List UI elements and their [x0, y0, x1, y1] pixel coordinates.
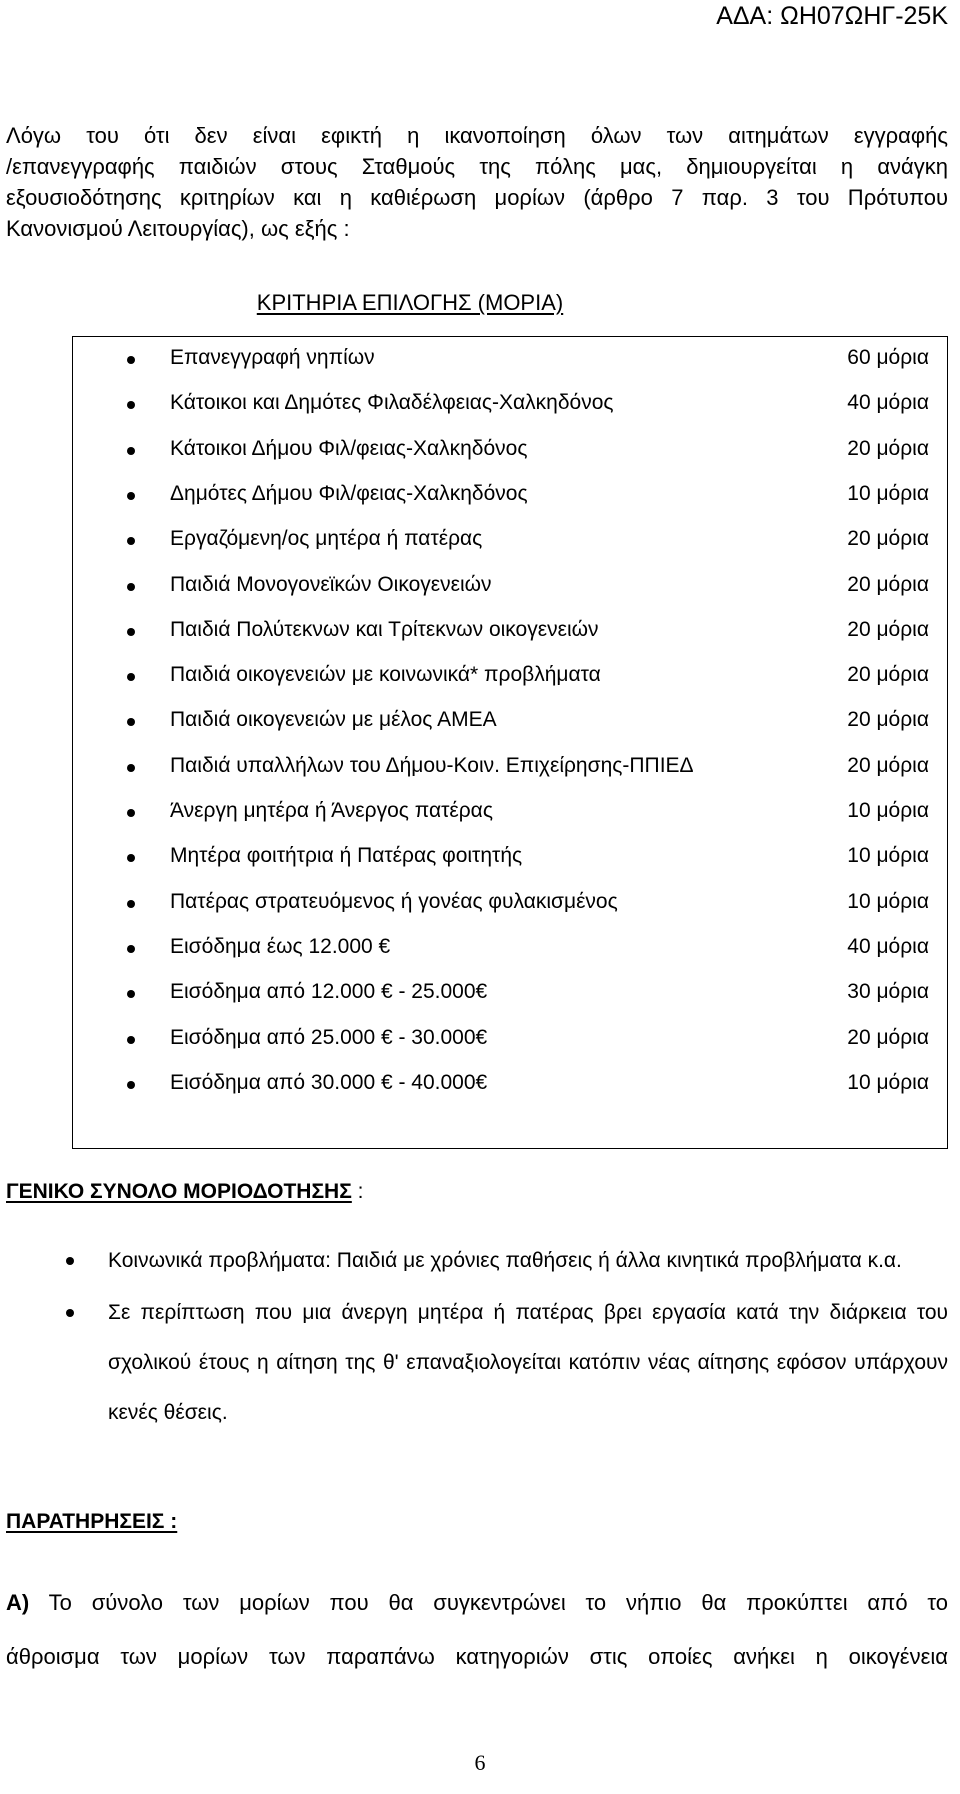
intro-line: εξουσιοδότησης κριτηρίων και η καθιέρωση μορίων (άρθρο 7 παρ. 3 του Πρότυπου [6, 185, 948, 210]
criteria-row [73, 1021, 947, 1067]
bullet-icon [127, 447, 135, 455]
bullet-icon [127, 900, 135, 908]
criteria-label: Εισόδημα από 25.000 € - 30.000€ [170, 1025, 488, 1049]
criteria-row [73, 522, 947, 568]
criteria-points: 30 μόρια [847, 980, 929, 1004]
bullet-icon [127, 764, 135, 772]
criteria-points: 20 μόρια [847, 663, 929, 687]
criteria-label: Πατέρας στρατευόμενος ή γονέας φυλακισμένος [170, 889, 618, 913]
criteria-points: 20 μόρια [847, 1025, 929, 1049]
criteria-label: Εργαζόμενη/ος μητέρα ή πατέρας [170, 527, 483, 551]
bullet-icon [127, 1081, 135, 1089]
note-item [6, 1236, 948, 1286]
criteria-points: 20 μόρια [847, 572, 929, 596]
criteria-row [73, 975, 947, 1021]
bullet-icon [127, 583, 135, 591]
bullet-icon [127, 401, 135, 409]
intro-line: Κανονισμού Λειτουργίας), ως εξής : [6, 216, 350, 241]
criteria-row [73, 885, 947, 931]
total-suffix: : [351, 1180, 364, 1203]
note-text: Κοινωνικά προβλήματα: Παιδιά με χρόνιες παθήσεις ή άλλα κινητικά προβλήματα κ.α. [108, 1249, 902, 1272]
remarks-paragraph [6, 1576, 948, 1684]
criteria-points: 20 μόρια [847, 617, 929, 641]
criteria-row [73, 477, 947, 523]
bullet-icon [127, 854, 135, 862]
criteria-row [73, 930, 947, 976]
remarks-line [6, 1576, 948, 1630]
criteria-points: 20 μόρια [847, 527, 929, 551]
remarks-title: ΠΑΡΑΤΗΡΗΣΕΙΣ : [6, 1510, 178, 1533]
criteria-row [73, 703, 947, 749]
criteria-label: Παιδιά οικογενειών με κοινωνικά* προβλήματα [170, 663, 601, 687]
criteria-points: 10 μόρια [847, 844, 929, 868]
criteria-points: 20 μόρια [847, 436, 929, 460]
bullet-icon [127, 673, 135, 681]
criteria-row [73, 341, 947, 387]
criteria-label: Κάτοικοι και Δημότες Φιλαδέλφειας-Χαλκηδόνος [170, 391, 614, 415]
intro-paragraph [6, 120, 948, 244]
criteria-row [73, 1066, 947, 1112]
bullet-icon [127, 356, 135, 364]
bullet-icon [127, 990, 135, 998]
criteria-label: Παιδιά οικογενειών με μέλος ΑΜΕΑ [170, 708, 497, 732]
criteria-row [73, 658, 947, 704]
page-number: 6 [474, 1750, 486, 1775]
criteria-label: Παιδιά Μονογονεϊκών Οικογενειών [170, 572, 492, 596]
bullet-icon [66, 1309, 74, 1317]
remarks-marker: Α) [6, 1590, 30, 1615]
criteria-label: Επανεγγραφή νηπίων [170, 346, 375, 369]
remarks-line1: Το σύνολο των μορίων που θα συγκεντρώνει το νήπιο θα προκύπτει από το [29, 1590, 948, 1615]
bullet-icon [127, 718, 135, 726]
intro-line: Λόγω του ότι δεν είναι εφικτή η ικανοποίηση όλων των αιτημάτων εγγραφής [6, 123, 948, 148]
total-label: ΓΕΝΙΚΟ ΣΥΝΟΛΟ ΜΟΡΙΟΔΟΤΗΣΗΣ [6, 1180, 352, 1203]
criteria-points: 20 μόρια [847, 708, 929, 732]
criteria-label: Κάτοικοι Δήμου Φιλ/φειας-Χαλκηδόνος [170, 436, 528, 460]
criteria-label: Παιδιά υπαλλήλων του Δήμου-Κοιν. Επιχείρησης-ΠΠΙΕΔ [170, 753, 694, 777]
criteria-label: Εισόδημα από 30.000 € - 40.000€ [170, 1070, 488, 1094]
intro-line: /επανεγγραφής παιδιών στους Σταθμούς της πόλης μας, δημιουργείται η ανάγκη [6, 154, 948, 179]
criteria-points: 10 μόρια [847, 799, 929, 822]
note-item [6, 1288, 948, 1438]
criteria-row [73, 568, 947, 614]
bullet-icon [127, 1036, 135, 1044]
criteria-points: 10 μόρια [847, 1070, 929, 1094]
criteria-points: 10 μόρια [847, 481, 929, 505]
criteria-label: Εισόδημα από 12.000 € - 25.000€ [170, 980, 488, 1004]
criteria-label: Εισόδημα έως 12.000 € [170, 934, 391, 958]
criteria-points: 40 μόρια [847, 391, 929, 415]
criteria-title: ΚΡΙΤΗΡΙΑ ΕΠΙΛΟΓΗΣ (ΜΟΡΙΑ) [256, 290, 564, 315]
ada-code: ΑΔΑ: ΩΗ07ΩΗΓ-25Κ [716, 2, 948, 30]
criteria-label: Δημότες Δήμου Φιλ/φειας-Χαλκηδόνος [170, 481, 528, 505]
bullet-icon [127, 492, 135, 500]
bullet-icon [127, 945, 135, 953]
criteria-row [73, 749, 947, 795]
criteria-title-wrap [0, 290, 960, 316]
criteria-points: 60 μόρια [847, 346, 929, 369]
criteria-label: Μητέρα φοιτήτρια ή Πατέρας φοιτητής [170, 844, 523, 868]
remarks-line: άθροισμα των μορίων των παραπάνω κατηγοριών στις οποίες ανήκει η οικογένεια [6, 1644, 948, 1669]
criteria-points: 40 μόρια [847, 934, 929, 958]
criteria-label: Άνεργη μητέρα ή Άνεργος πατέρας [170, 799, 493, 822]
bullet-icon [127, 537, 135, 545]
criteria-points: 20 μόρια [847, 753, 929, 777]
total-heading [6, 1180, 364, 1204]
bullet-icon [127, 809, 135, 817]
criteria-row [73, 839, 947, 885]
note-text: Σε περίπτωση που μια άνεργη μητέρα ή πατέρας βρει εργασία κατά την διάρκεια του σχολικού έτους η αίτηση της θ' επαναξιολογείται κατόπιν νέας αίτησης εφόσον υπάρχουν κενές θέσεις. [108, 1301, 948, 1424]
bullet-icon [127, 628, 135, 636]
criteria-row [73, 386, 947, 432]
criteria-row [73, 794, 947, 840]
criteria-points: 10 μόρια [847, 889, 929, 913]
criteria-table [72, 336, 948, 1149]
notes-list [6, 1236, 948, 1440]
criteria-row [73, 432, 947, 478]
criteria-row [73, 613, 947, 659]
criteria-label: Παιδιά Πολύτεκνων και Τρίτεκνων οικογενειών [170, 617, 599, 641]
bullet-icon [66, 1257, 74, 1265]
